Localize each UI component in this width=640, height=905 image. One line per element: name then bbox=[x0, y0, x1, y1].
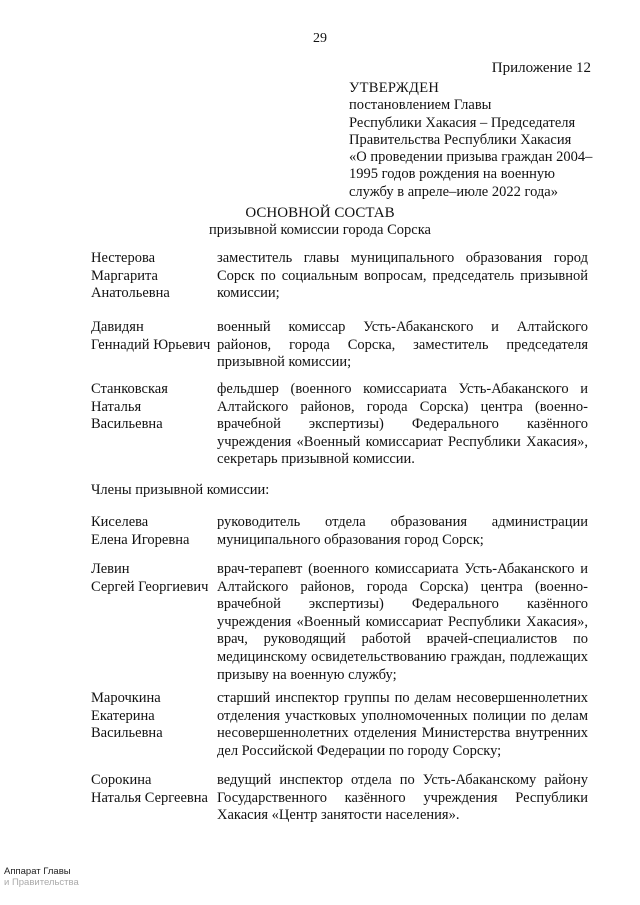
name-line: Нестерова bbox=[91, 250, 156, 266]
title-subtitle: призывной комиссии города Сорска bbox=[209, 222, 431, 238]
title-main: ОСНОВНОЙ СОСТАВ bbox=[245, 205, 395, 221]
name-line: Сорокина bbox=[91, 772, 152, 788]
name-line: Маргарита bbox=[91, 267, 158, 284]
footer-line: Аппарат Главы bbox=[4, 866, 71, 877]
footer-stamp bbox=[4, 866, 79, 888]
name-line: Екатерина bbox=[91, 707, 155, 724]
name-line: Давидян bbox=[91, 319, 144, 335]
approval-line: службу в апреле–июле 2022 года» bbox=[349, 183, 558, 200]
name-line: Васильевна bbox=[91, 416, 163, 433]
name-line: Наталья bbox=[91, 398, 142, 415]
name-line: Анатольевна bbox=[91, 285, 170, 302]
members-heading: Члены призывной комиссии: bbox=[91, 482, 270, 498]
member-role: военный комиссар Усть-Абаканского и Алтайского районов, города Сорска, заместитель председателя призывной комиссии; bbox=[217, 319, 588, 371]
member-name bbox=[91, 772, 216, 807]
member-name bbox=[91, 381, 216, 434]
approval-line: Республики Хакасия – Председателя bbox=[349, 114, 576, 131]
member-role: фельдшер (военного комиссариата Усть-Абаканского и Алтайского районов, города Сорска) центра (военно-врачебной экспертизы) Федерального казённого учреждения «Военный комиссариат Республики Хакасия», секретарь призывной комиссии. bbox=[217, 381, 588, 468]
approval-heading: УТВЕРЖДЕН bbox=[349, 80, 440, 96]
member-name bbox=[91, 514, 216, 549]
name-line: Васильевна bbox=[91, 725, 163, 742]
approval-line: Правительства Республики Хакасия bbox=[349, 131, 572, 148]
name-line: Геннадий Юрьевич bbox=[91, 336, 211, 353]
name-line: Наталья Сергеевна bbox=[91, 789, 208, 806]
page-number: 29 bbox=[313, 31, 327, 46]
name-line: Станковская bbox=[91, 381, 168, 397]
approval-line: 1995 годов рождения на военную bbox=[349, 166, 555, 183]
approval-line: «О проведении призыва граждан 2004– bbox=[349, 149, 593, 166]
name-line: Сергей Георгиевич bbox=[91, 578, 209, 595]
approval-line: постановлением Главы bbox=[349, 97, 492, 114]
name-line: Елена Игоревна bbox=[91, 531, 190, 548]
name-line: Марочкина bbox=[91, 690, 161, 706]
appendix-label: Приложение 12 bbox=[491, 60, 591, 76]
member-name bbox=[91, 690, 216, 743]
member-role: руководитель отдела образования администрации муниципального образования город Сорск; bbox=[217, 514, 588, 548]
member-role: заместитель главы муниципального образования город Сорск по социальным вопросам, председатель призывной комиссии; bbox=[217, 250, 588, 302]
member-name bbox=[91, 319, 216, 354]
footer-line: и Правительства bbox=[4, 877, 79, 888]
name-line: Киселева bbox=[91, 514, 149, 530]
approval-block bbox=[349, 80, 599, 201]
member-name bbox=[91, 250, 216, 303]
document-title bbox=[0, 205, 640, 239]
member-name bbox=[91, 561, 216, 596]
member-role: врач-терапевт (военного комиссариата Усть-Абаканского и Алтайского районов, города Сорска) центра (военно-врачебной экспертизы) Федерального казённого учреждения «Военный комиссариат Республики Хакасия», врач, руководящий работой врачей-специалистов по медицинскому освидетельствованию граждан, подлежащих призыву на военную службу; bbox=[217, 561, 588, 683]
member-role: старший инспектор группы по делам несовершеннолетних отделения участковых уполномоченных полиции по делам несовершеннолетних отделения Министерства внутренних дел Российской Федерации по городу Сорску; bbox=[217, 690, 588, 759]
member-role: ведущий инспектор отдела по Усть-Абаканскому району Государственного казённого учреждения Республики Хакасия «Центр занятости населения». bbox=[217, 772, 588, 824]
name-line: Левин bbox=[91, 561, 130, 577]
